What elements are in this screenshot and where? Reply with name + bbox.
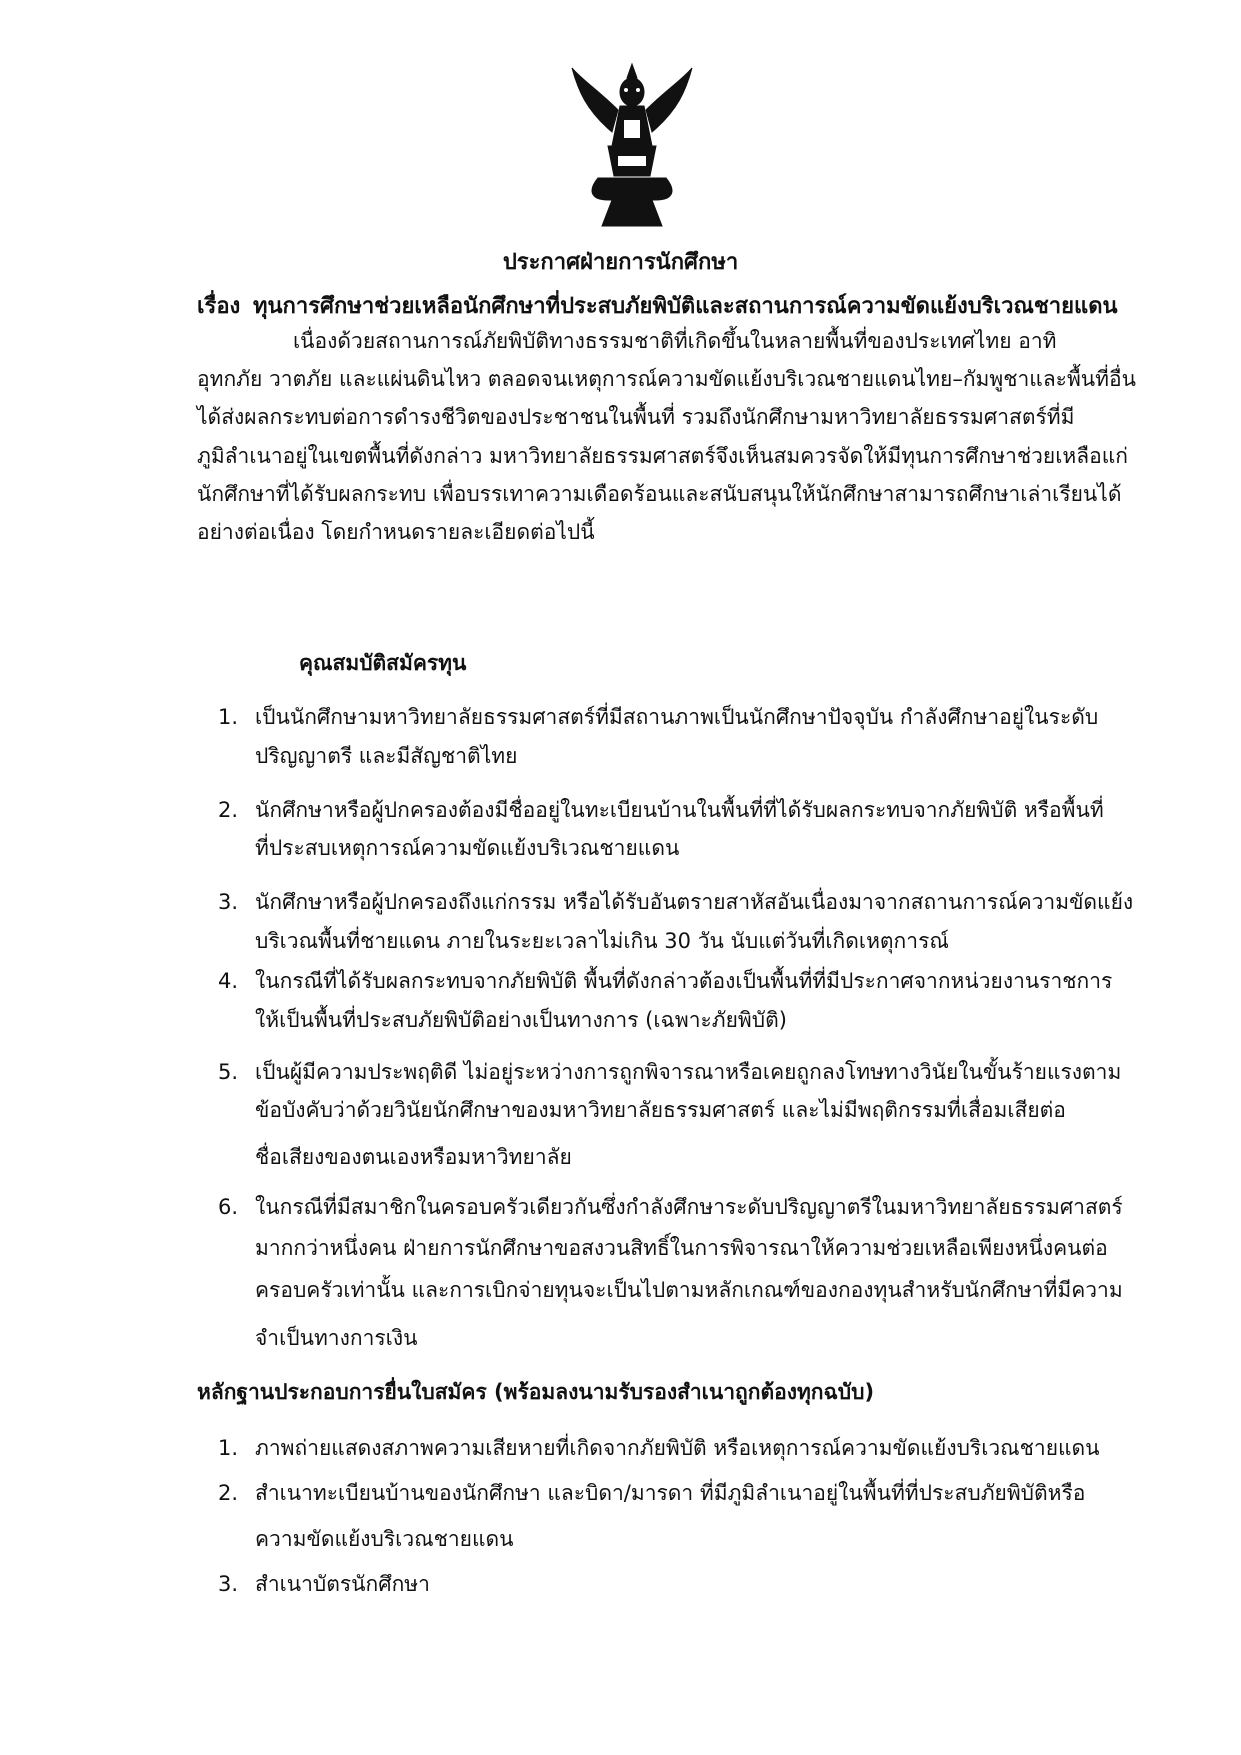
garuda-emblem-icon <box>568 60 696 232</box>
qualification-item-line: ชื่อเสียงของตนเองหรือมหาวิทยาลัย <box>255 1145 572 1169</box>
qualification-item-line: ครอบครัวเท่านั้น และการเบิกจ่ายทุนจะเป็นไปตามหลักเกณฑ์ของกองทุนสำหรับนักศึกษาที่มีความ <box>255 1278 1123 1302</box>
subject-label: เรื่อง <box>197 294 241 319</box>
qualifications-heading: คุณสมบัติสมัครทุน <box>299 651 467 675</box>
intro-paragraph-line: อุทกภัย วาตภัย และแผ่นดินไหว ตลอดจนเหตุการณ์ความขัดแย้งบริเวณชายแดนไทย–กัมพูชาและพื้นที่อื่น <box>197 367 1136 391</box>
qualification-item-line: นักศึกษาหรือผู้ปกครองถึงแก่กรรม หรือได้รับอันตรายสาหัสอันเนื่องมาจากสถานการณ์ความขัดแย้ง <box>255 890 1134 914</box>
qualification-item-line: เป็นผู้มีความประพฤติดี ไม่อยู่ระหว่างการถูกพิจารณาหรือเคยถูกลงโทษทางวินัยในขั้นร้ายแรงตาม <box>255 1060 1122 1084</box>
intro-paragraph-line: ได้ส่งผลกระทบต่อการดำรงชีวิตของประชาชนในพื้นที่ รวมถึงนักศึกษามหาวิทยาลัยธรรมศาสตร์ที่มี <box>197 405 1075 429</box>
document-item-line: สำเนาทะเบียนบ้านของนักศึกษา และบิดา/มารดา ที่มีภูมิลำเนาอยู่ในพื้นที่ที่ประสบภัยพิบัติหรือ <box>255 1481 1086 1505</box>
qualification-item-line: ข้อบังคับว่าด้วยวินัยนักศึกษาของมหาวิทยาลัยธรรมศาสตร์ และไม่มีพฤติกรรมที่เสื่อมเสียต่อ <box>255 1098 1066 1122</box>
qualification-item-line: ที่ประสบเหตุการณ์ความขัดแย้งบริเวณชายแดน <box>255 836 680 860</box>
qualification-number: 1. <box>218 705 239 729</box>
qualification-item-line: จำเป็นทางการเงิน <box>255 1326 418 1350</box>
document-number: 1. <box>218 1436 239 1460</box>
document-number: 3. <box>218 1572 239 1596</box>
document-item-line: ความขัดแย้งบริเวณชายแดน <box>255 1527 514 1551</box>
qualification-number: 3. <box>218 890 239 914</box>
qualification-item-line: ปริญญาตรี และมีสัญชาติไทย <box>255 744 518 768</box>
qualification-number: 6. <box>218 1195 239 1219</box>
announcement-title: ประกาศฝ่ายการนักศึกษา <box>502 250 739 275</box>
qualification-number: 2. <box>218 798 239 822</box>
intro-paragraph-line: ภูมิลำเนาอยู่ในเขตพื้นที่ดังกล่าว มหาวิทยาลัยธรรมศาสตร์จึงเห็นสมควรจัดให้มีทุนการศึกษาช่วยเหลือแก่ <box>197 444 1128 468</box>
document-number: 2. <box>218 1481 239 1505</box>
documents-heading: หลักฐานประกอบการยื่นใบสมัคร (พร้อมลงนามรับรองสำเนาถูกต้องทุกฉบับ) <box>197 1380 875 1404</box>
intro-paragraph-line: เนื่องด้วยสถานการณ์ภัยพิบัติทางธรรมชาติที่เกิดขึ้นในหลายพื้นที่ของประเทศไทย อาทิ <box>293 329 1057 353</box>
intro-paragraph-line: นักศึกษาที่ได้รับผลกระทบ เพื่อบรรเทาความเดือดร้อนและสนับสนุนให้นักศึกษาสามารถศึกษาเล่าเรียนได้ <box>197 482 1122 506</box>
qualification-item-line: บริเวณพื้นที่ชายแดน ภายในระยะเวลาไม่เกิน 30 วัน นับแต่วันที่เกิดเหตุการณ์ <box>255 929 949 953</box>
intro-paragraph-line: อย่างต่อเนื่อง โดยกำหนดรายละเอียดต่อไปนี้ <box>197 520 595 544</box>
qualification-item-line: มากกว่าหนึ่งคน ฝ่ายการนักศึกษาขอสงวนสิทธิ์ในการพิจารณาให้ความช่วยเหลือเพียงหนึ่งคนต่อ <box>255 1236 1108 1260</box>
qualification-item-line: ในกรณีที่มีสมาชิกในครอบครัวเดียวกันซึ่งกำลังศึกษาระดับปริญญาตรีในมหาวิทยาลัยธรรมศาสตร์ <box>255 1195 1123 1219</box>
subject-text: ทุนการศึกษาช่วยเหลือนักศึกษาที่ประสบภัยพิบัติและสถานการณ์ความขัดแย้งบริเวณชายแดน <box>253 294 1118 319</box>
document-item-line: สำเนาบัตรนักศึกษา <box>255 1572 430 1596</box>
qualification-number: 4. <box>218 969 239 993</box>
qualification-item-line: นักศึกษาหรือผู้ปกครองต้องมีชื่ออยู่ในทะเบียนบ้านในพื้นที่ที่ได้รับผลกระทบจากภัยพิบัติ หรือพื้นที่ <box>255 798 1104 822</box>
qualification-item-line: เป็นนักศึกษามหาวิทยาลัยธรรมศาสตร์ที่มีสถานภาพเป็นนักศึกษาปัจจุบัน กำลังศึกษาอยู่ในระดับ <box>255 705 1099 729</box>
qualification-number: 5. <box>218 1060 239 1084</box>
qualification-item-line: ให้เป็นพื้นที่ประสบภัยพิบัติอย่างเป็นทางการ (เฉพาะภัยพิบัติ) <box>255 1008 787 1032</box>
document-item-line: ภาพถ่ายแสดงสภาพความเสียหายที่เกิดจากภัยพิบัติ หรือเหตุการณ์ความขัดแย้งบริเวณชายแดน <box>255 1436 1100 1460</box>
qualification-item-line: ในกรณีที่ได้รับผลกระทบจากภัยพิบัติ พื้นที่ดังกล่าวต้องเป็นพื้นที่ที่มีประกาศจากหน่วยงานราชการ <box>255 969 1113 993</box>
